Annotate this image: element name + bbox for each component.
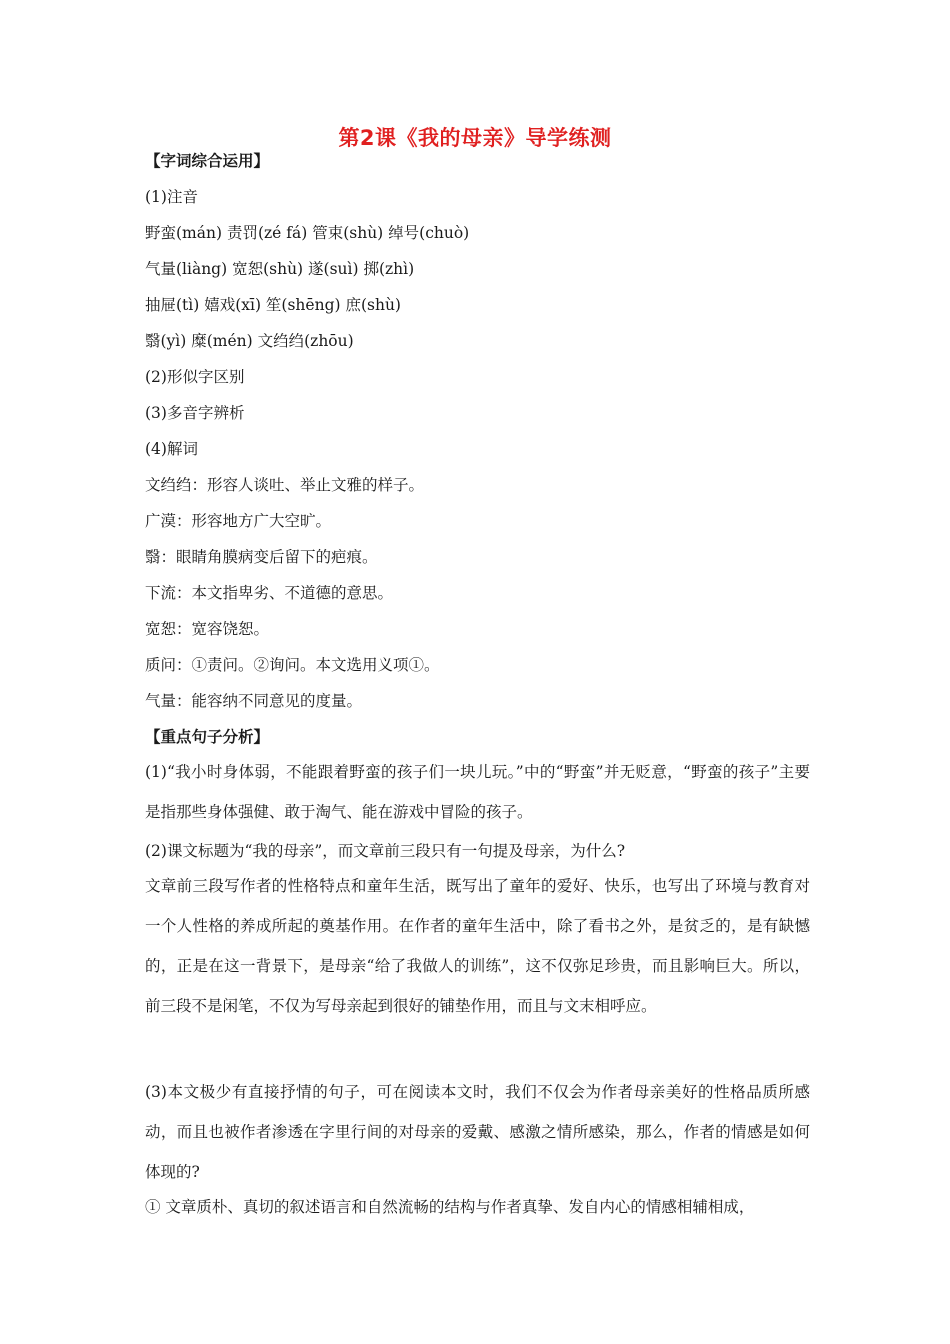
analysis-answer-3: ① 文章质朴、真切的叙述语言和自然流畅的结构与作者真挚、发自内心的情感相辅相成， (145, 1198, 755, 1216)
section-header-analysis: 【重点句子分析】 (145, 728, 270, 746)
definition-item: 宽恕：宽容饶恕。 (145, 620, 270, 638)
section-header-words: (4)解词 (145, 440, 198, 458)
analysis-question-2: (2)课文标题为“我的母亲”，而文章前三段只有一句提及母亲，为什么? (145, 842, 626, 860)
definition-item: 质问：①责问。②询问。本文选用义项①。 (145, 656, 440, 674)
pinyin-line: 翳(yì) 糜(mén) 文绉绉(zhōu) (145, 332, 354, 350)
section-header-pinyin: (1)注音 (145, 188, 198, 206)
section-header-similar: (2)形似字区别 (145, 368, 245, 386)
analysis-answer-2: 文章前三段写作者的性格特点和童年生活，既写出了童年的爱好、快乐，也写出了环境与教育对一个人性格的养成所起的奠基作用。在作者的童年生活中，除了看书之外，是贫乏的，是有缺憾的，正是在这一背景下，是母亲“给了我做人的训练”，这不仅弥足珍贵，而且影响巨大。所以，前三段不是闲笔，不仅为写母亲起到很好的铺垫作用，而且与文末相呼应。 (145, 877, 810, 1015)
definition-item: 文绉绉：形容人谈吐、举止文雅的样子。 (145, 476, 425, 494)
pinyin-line: 野蛮(mán) 责罚(zé fá) 管束(shù) 绰号(chuò) (145, 224, 470, 242)
section-header-polyphone: (3)多音字辨析 (145, 404, 245, 422)
pinyin-line: 抽屉(tì) 嬉戏(xī) 笙(shēng) 庶(shù) (145, 296, 401, 314)
definition-item: 广漠：形容地方广大空旷。 (145, 512, 332, 530)
pinyin-line: 气量(liàng) 宽恕(shù) 遂(suì) 掷(zhì) (145, 260, 415, 278)
definition-item: 下流：本文指卑劣、不道德的意思。 (145, 584, 394, 602)
page-title: 第2课《我的母亲》导学练测 (338, 126, 612, 150)
definition-item: 翳：眼睛角膜病变后留下的疤痕。 (145, 548, 378, 566)
analysis-question-1: (1)“我小时身体弱，不能跟着野蛮的孩子们一块儿玩。”中的“野蛮”并无贬意，“野蛮的孩子”主要是指那些身体强健、敢于淘气、能在游戏中冒险的孩子。 (145, 763, 810, 821)
definition-item: 气量：能容纳不同意见的度量。 (145, 692, 363, 710)
analysis-question-3: (3)本文极少有直接抒情的句子，可在阅读本文时，我们不仅会为作者母亲美好的性格品质所感动，而且也被作者渗透在字里行间的对母亲的爱戴、感激之情所感染，那么，作者的情感是如何体现的? (145, 1083, 810, 1181)
section-header-vocab: 【字词综合运用】 (145, 152, 270, 170)
